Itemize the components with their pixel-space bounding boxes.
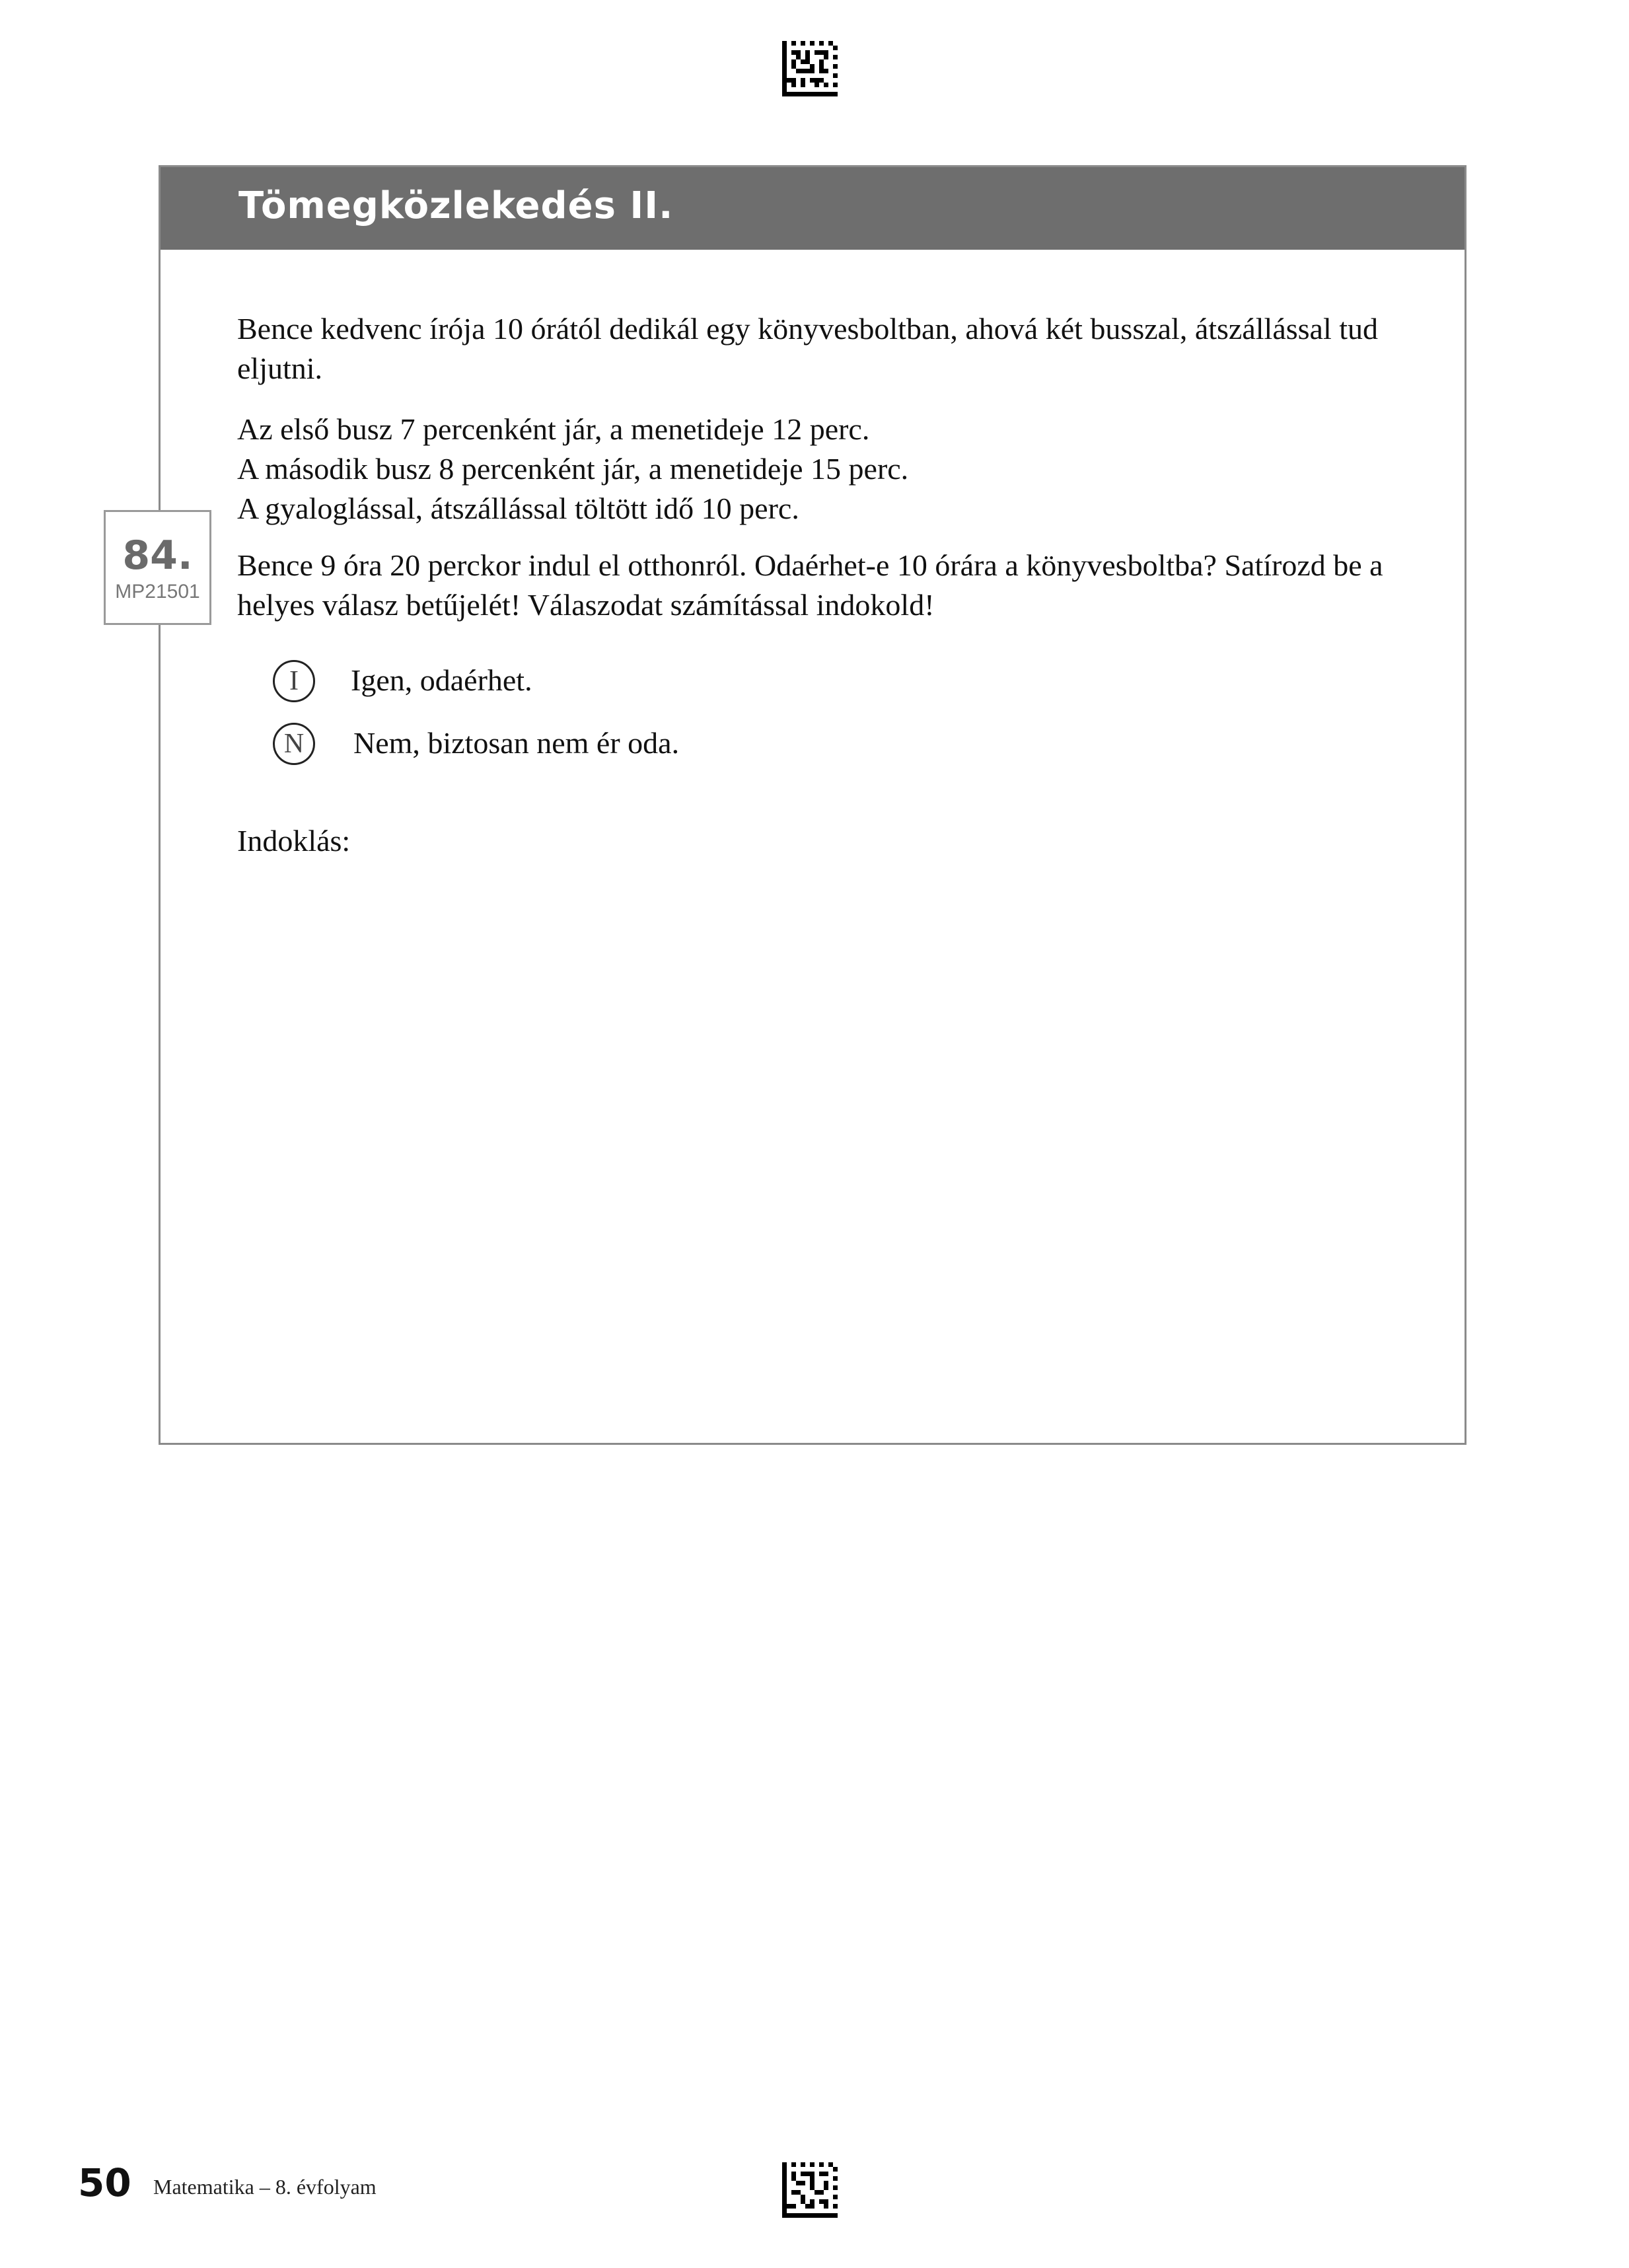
bus-info-line: A második busz 8 percenként jár, a menetideje 15 perc. (237, 452, 909, 486)
task-number: 84. (122, 532, 193, 579)
justification-label: Indoklás: (237, 824, 351, 858)
answer-option-text: Igen, odaérhet. (351, 663, 532, 697)
bus-info-line: Az első busz 7 percenként jár, a menetideje 12 perc. (237, 412, 870, 446)
footer-subject: Matematika – 8. évfolyam (153, 2175, 377, 2199)
task-number-badge (104, 510, 211, 625)
task-code: MP21501 (115, 581, 200, 603)
datamatrix-code-top (782, 41, 838, 96)
bus-info-paragraph (237, 410, 1446, 529)
intro-paragraph: Bence kedvenc írója 10 órától dedikál egy könyvesboltban, ahová két busszal, átszállással tud eljutni. (237, 312, 1379, 385)
bus-info-line: A gyaloglással, átszállással töltött idő 10 perc. (237, 492, 799, 525)
answer-option-text: Nem, biztosan nem ér oda. (353, 726, 680, 760)
datamatrix-code-bottom (782, 2162, 838, 2218)
page-number: 50 (78, 2160, 131, 2205)
answer-circle-n[interactable]: N (273, 723, 315, 765)
answer-circle-i[interactable]: I (273, 660, 315, 702)
task-header (161, 167, 1465, 250)
task-title: Tömegközlekedés II. (238, 184, 674, 227)
question-paragraph: Bence 9 óra 20 perckor indul el otthonról. Odaérhet-e 10 órára a könyvesboltba? Satírozd be a helyes válasz betűjelét! Válaszodat számítással indokold! (237, 548, 1383, 622)
